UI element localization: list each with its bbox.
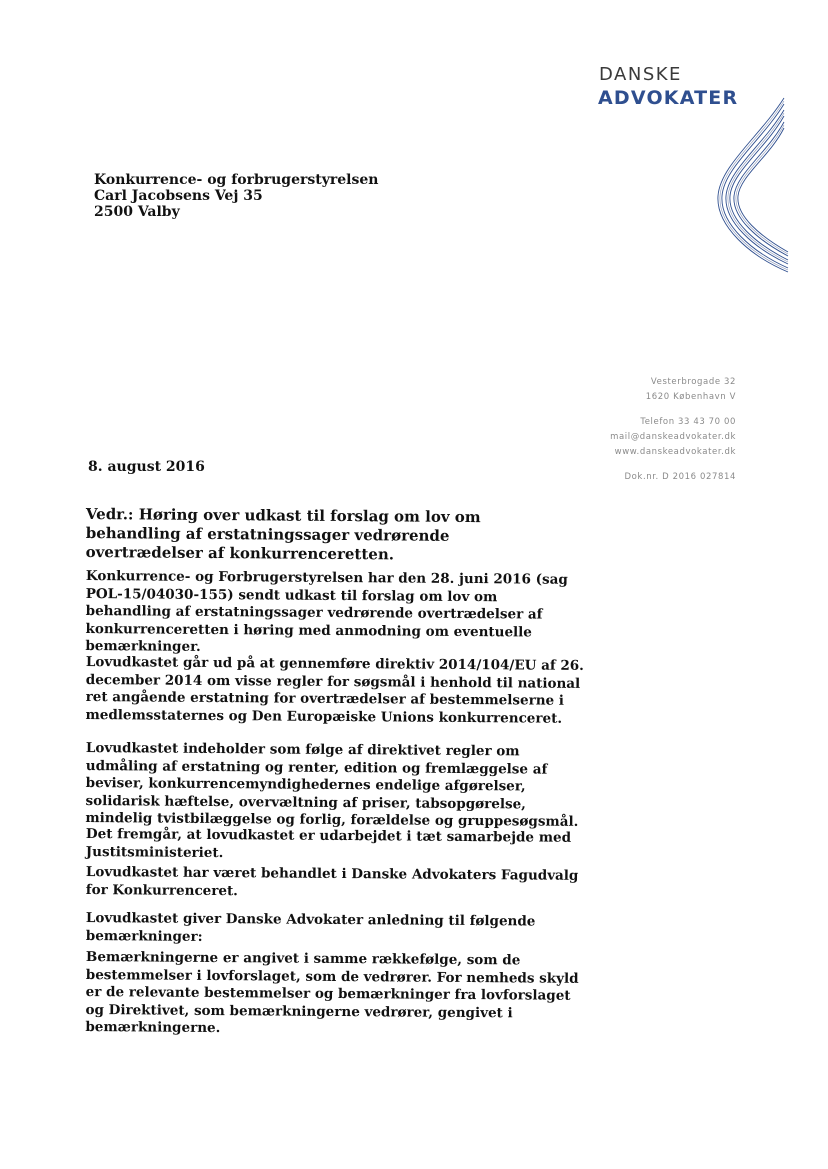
letter-subject: Vedr.: Høring over udkast til forslag om lov om behandling af erstatningssager vedrørende overtrædelser af konkurrenceretten.	[85, 505, 481, 564]
sender-contact	[610, 375, 736, 485]
letter-date: 8. august 2016	[88, 459, 205, 475]
paragraph-7: Bemærkningerne er angivet i samme rækkefølge, som de bestemmelser i lovforslaget, som de vedrører. For nemheds skyld er de relevante bestemmelser og bemærkninger fra lovforslaget og Direktivet, som bemærkningerne vedrører, gengivet i bemærkningerne.	[85, 949, 579, 1037]
sender-email: mail@danskeadvokater.dk	[610, 432, 736, 442]
paragraph-4: Det fremgår, at lovudkastet er udarbejdet i tæt samarbejde med Justitsministeriet.	[85, 826, 572, 861]
logo-wordmark-danske: DANSKE	[599, 64, 682, 85]
sender-city: 1620 København V	[645, 392, 736, 402]
paragraph-1: Konkurrence- og Forbrugerstyrelsen har den 28. juni 2016 (sag POL-15/04030-155) sendt udkast til forslag om lov om behandling af erstatningssager vedrørende overtrædelser af konkurrenceretten i høring med anmodning om eventuelle bemærkninger.	[85, 568, 568, 655]
paragraph-6: Lovudkastet giver Danske Advokater anledning til følgende bemærkninger:	[85, 910, 536, 945]
swoosh-logo-icon	[700, 96, 790, 276]
recipient-street: Carl Jacobsens Vej 35	[94, 188, 263, 204]
sender-phone: Telefon 33 43 70 00	[640, 417, 736, 427]
recipient-city: 2500 Valby	[94, 204, 180, 220]
sender-street: Vesterbrogade 32	[650, 377, 736, 387]
logo-wordmark-advokater: ADVOKATER	[598, 87, 739, 109]
paragraph-2: Lovudkastet går ud på at gennemføre direktiv 2014/104/EU af 26. december 2014 om visse regler for søgsmål i henhold til national ret angående erstatning for overtrædelser af bestemmelserne i medlemsstaternes og Den Europæiske Unions konkurrenceret.	[85, 654, 584, 727]
paragraph-3: Lovudkastet indeholder som følge af direktivet regler om udmåling af erstatning og renter, edition og fremlæggelse af beviser, konkurrencemyndighedernes endelige afgørelser, solidarisk hæftelse, overvæltning af priser, tabsopgørelse, mindelig tvistbilæggelse og forlig, forældelse og gruppesøgsmål.	[85, 740, 579, 830]
sender-web: www.danskeadvokater.dk	[614, 447, 736, 457]
recipient-address	[94, 172, 378, 220]
paragraph-5: Lovudkastet har været behandlet i Danske Advokaters Fagudvalg for Konkurrenceret.	[85, 864, 579, 899]
document-reference: Dok.nr. D 2016 027814	[624, 472, 736, 482]
recipient-name: Konkurrence- og forbrugerstyrelsen	[94, 172, 379, 188]
